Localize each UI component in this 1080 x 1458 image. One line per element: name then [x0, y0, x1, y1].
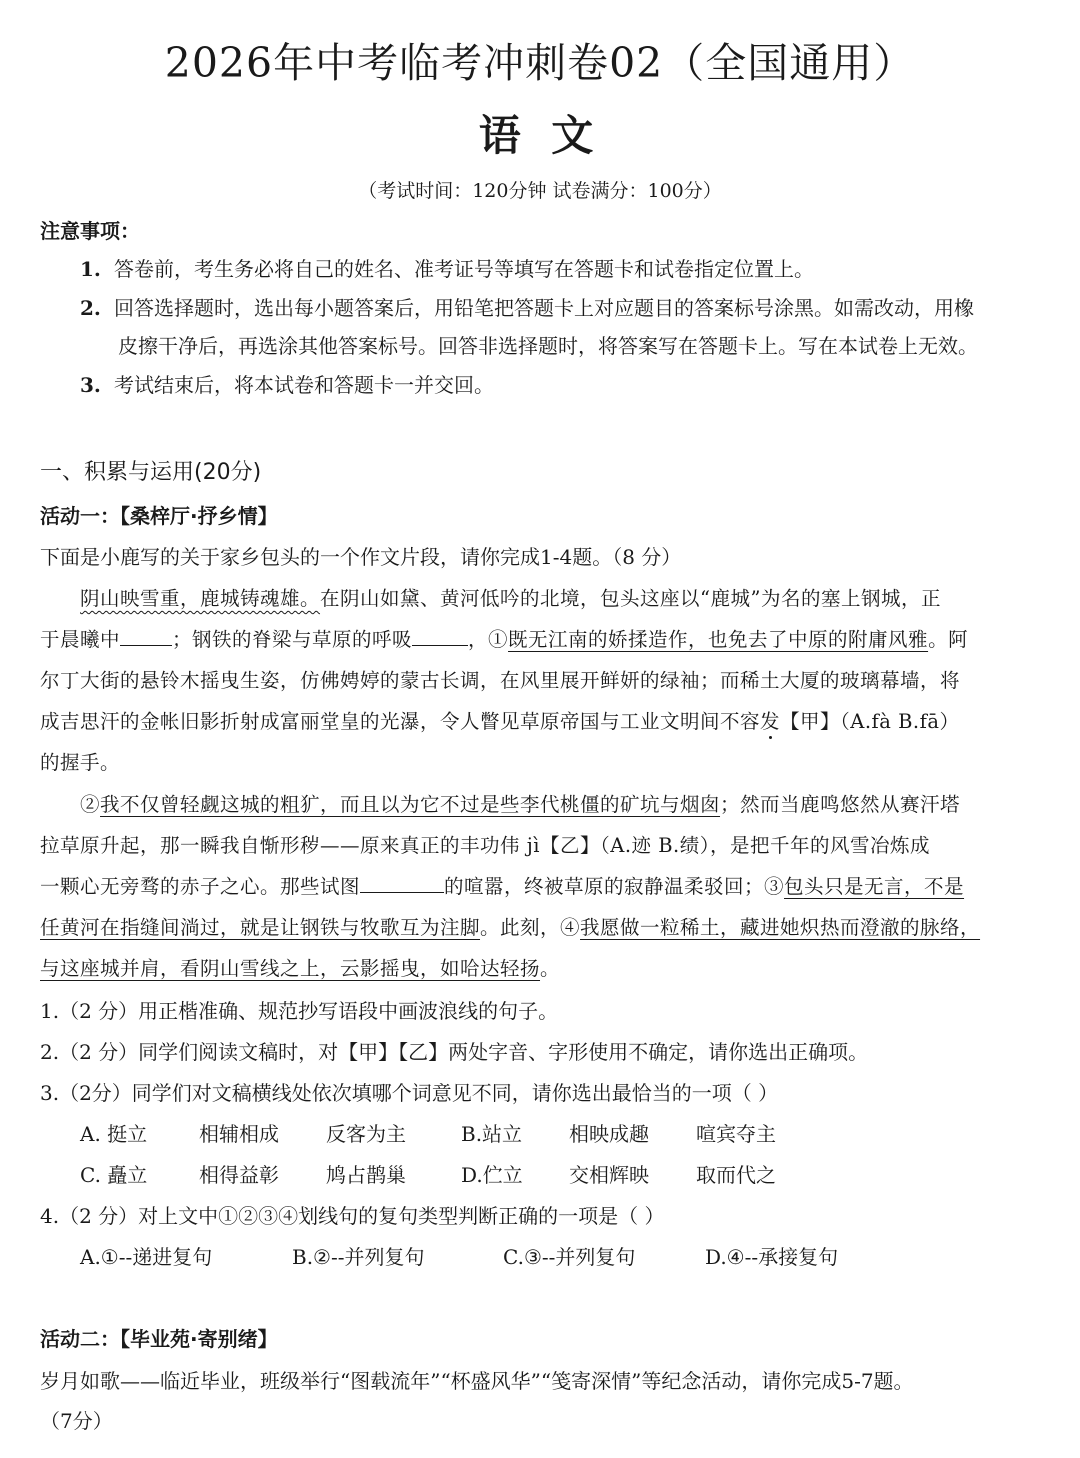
section-heading: 一、积累与运用(20分) — [40, 460, 262, 485]
underlined-sentence-3-cont: 任黄河在指缝间淌过，就是让钢铁与牧歌互为注脚 — [40, 916, 481, 939]
passage-p1-line-2 — [40, 624, 968, 652]
passage-p1-line-4 — [40, 706, 959, 734]
passage-p2-line-1 — [80, 789, 960, 817]
text: ，① — [468, 628, 509, 651]
notice-item-1 — [80, 253, 814, 282]
question-2: 2.（2 分）同学们阅读文稿时，对【甲】【乙】两处字音、字形使用不确定，请你选出正确项。 — [40, 1040, 869, 1064]
text: 成吉思汗的金帐旧影折射成富丽堂皇的光瀑，令人瞥见草原帝国与工业文明间不容 — [40, 710, 761, 733]
activity-2-score: （7分） — [40, 1409, 113, 1433]
text: 。阿 — [928, 628, 969, 651]
underlined-sentence-3: 包头只是无言，不是 — [784, 875, 965, 898]
notice-text: 考试结束后，将本试卷和答题卡一并交回。 — [114, 373, 494, 397]
underlined-sentence-1: 既无江南的娇揉造作，也免去了中原的附庸风雅 — [508, 628, 929, 651]
option-c-word-2: 相得益彰 — [199, 1163, 279, 1187]
underlined-sentence-4-cont: 与这座城并肩，看阴山雪线之上，云影摇曳，如哈达轻扬 — [40, 957, 541, 980]
text: 的喧嚣，终被草原的寂静温柔驳回；③ — [444, 875, 785, 898]
option-c-word-3: 鸠占鹊巢 — [326, 1163, 406, 1187]
option-c: C.③--并列复句 — [503, 1245, 636, 1269]
activity-2-intro: 岁月如歌——临近毕业，班级举行“图载流年”“杯盛风华”“笺寄深情”等纪念活动，请你完成5-7题。 — [40, 1369, 914, 1393]
notice-num: 3. — [80, 373, 101, 397]
option-d: D.④--承接复句 — [705, 1245, 839, 1269]
passage-p2-line-4 — [40, 912, 980, 940]
option-b: B.②--并列复句 — [292, 1245, 425, 1269]
option-a: A.①--递进复句 — [80, 1245, 213, 1269]
text: 一颗心无旁骛的赤子之心。那些试图 — [40, 875, 361, 898]
text: ② — [80, 793, 101, 816]
passage-p1-line-1 — [80, 583, 941, 611]
option-d-word-2: 交相辉映 — [569, 1163, 649, 1187]
notice-num: 1. — [80, 257, 101, 281]
passage-p2-line-2: 拉草原升起，那一瞬我自惭形秽——原来真正的丰功伟 jì【乙】（A.迹 B.绩），是把千年的风雪冶炼成 — [40, 834, 930, 857]
fill-blank-1 — [120, 627, 172, 646]
option-a-word-1: A. 挺立 — [80, 1122, 148, 1146]
notice-heading: 注意事项： — [40, 219, 140, 243]
notice-item-3 — [80, 369, 494, 398]
fill-blank-3 — [360, 874, 444, 893]
underlined-sentence-2: 我不仅曾轻觑这城的粗犷，而且以为它不过是些李代桃僵的矿坑与烟囱 — [100, 793, 721, 816]
option-b-word-1: B.站立 — [461, 1122, 523, 1146]
option-c-word-1: C. 矗立 — [80, 1163, 148, 1187]
text: 【甲】（A.fà B.fā） — [780, 710, 960, 733]
text: ；钢铁的脊梁与草原的呼吸 — [172, 628, 413, 651]
activity-1-heading: 活动一：【桑梓厅·抒乡情】 — [40, 504, 278, 528]
activity-2-heading: 活动二：【毕业苑·寄别绪】 — [40, 1327, 278, 1351]
passage-p2-line-3 — [40, 871, 964, 899]
passage-p2-line-5 — [40, 953, 560, 981]
passage-p1-line-5: 的握手。 — [40, 751, 121, 774]
fill-blank-2 — [412, 627, 468, 646]
activity-1-intro: 下面是小鹿写的关于家乡包头的一个作文片段，请你完成1-4题。（8 分） — [40, 545, 682, 569]
dotted-char: 发 — [760, 710, 781, 733]
text: 于晨曦中 — [40, 628, 121, 651]
question-4: 4.（2 分）对上文中①②③④划线句的复句类型判断正确的一项是（ ） — [40, 1204, 665, 1228]
notice-item-2 — [80, 292, 974, 321]
text: ；然而当鹿鸣悠然从赛汗塔 — [720, 793, 961, 816]
notice-item-2-cont: 皮擦干净后，再选涂其他答案标号。回答非选择题时，将答案写在答题卡上。写在本试卷上无效。 — [118, 334, 978, 358]
exam-title: 2026年中考临考冲刺卷02（全国通用） — [164, 39, 916, 87]
question-1: 1.（2 分）用正楷准确、规范抄写语段中画波浪线的句子。 — [40, 999, 559, 1023]
text: 。 — [540, 957, 561, 980]
exam-time-score: （考试时间：120分钟 试卷满分：100分） — [358, 180, 722, 202]
subject-title: 语 文 — [478, 111, 602, 160]
option-a-word-3: 反客为主 — [326, 1122, 406, 1146]
text: 在阴山如黛、黄河低吟的北境，包头这座以“鹿城”为名的塞上钢城，正 — [320, 587, 941, 610]
option-d-word-1: D.伫立 — [461, 1163, 523, 1187]
notice-text: 答卷前，考生务必将自己的姓名、准考证号等填写在答题卡和试卷指定位置上。 — [114, 257, 814, 281]
option-b-word-2: 相映成趣 — [569, 1122, 649, 1146]
notice-text: 回答选择题时，选出每小题答案后，用铅笔把答题卡上对应题目的答案标号涂黑。如需改动，用橡 — [114, 296, 974, 320]
option-b-word-3: 喧宾夺主 — [696, 1122, 776, 1146]
underlined-sentence-4: 我愿做一粒稀土，藏进她炽热而澄澈的脉络， — [580, 916, 981, 939]
option-d-word-3: 取而代之 — [696, 1163, 776, 1187]
wavy-sentence: 阴山映雪重，鹿城铸魂雄。 — [80, 587, 321, 610]
passage-p1-line-3: 尔丁大街的悬铃木摇曳生姿，仿佛娉婷的蒙古长调，在风里展开鲜妍的绿袖；而稀土大厦的玻璃幕墙，将 — [40, 669, 961, 692]
question-3: 3.（2分）同学们对文稿横线处依次填哪个词意见不同，请你选出最恰当的一项（ ） — [40, 1081, 779, 1105]
option-a-word-2: 相辅相成 — [199, 1122, 279, 1146]
text: 。此刻，④ — [480, 916, 581, 939]
notice-num: 2. — [80, 296, 101, 320]
